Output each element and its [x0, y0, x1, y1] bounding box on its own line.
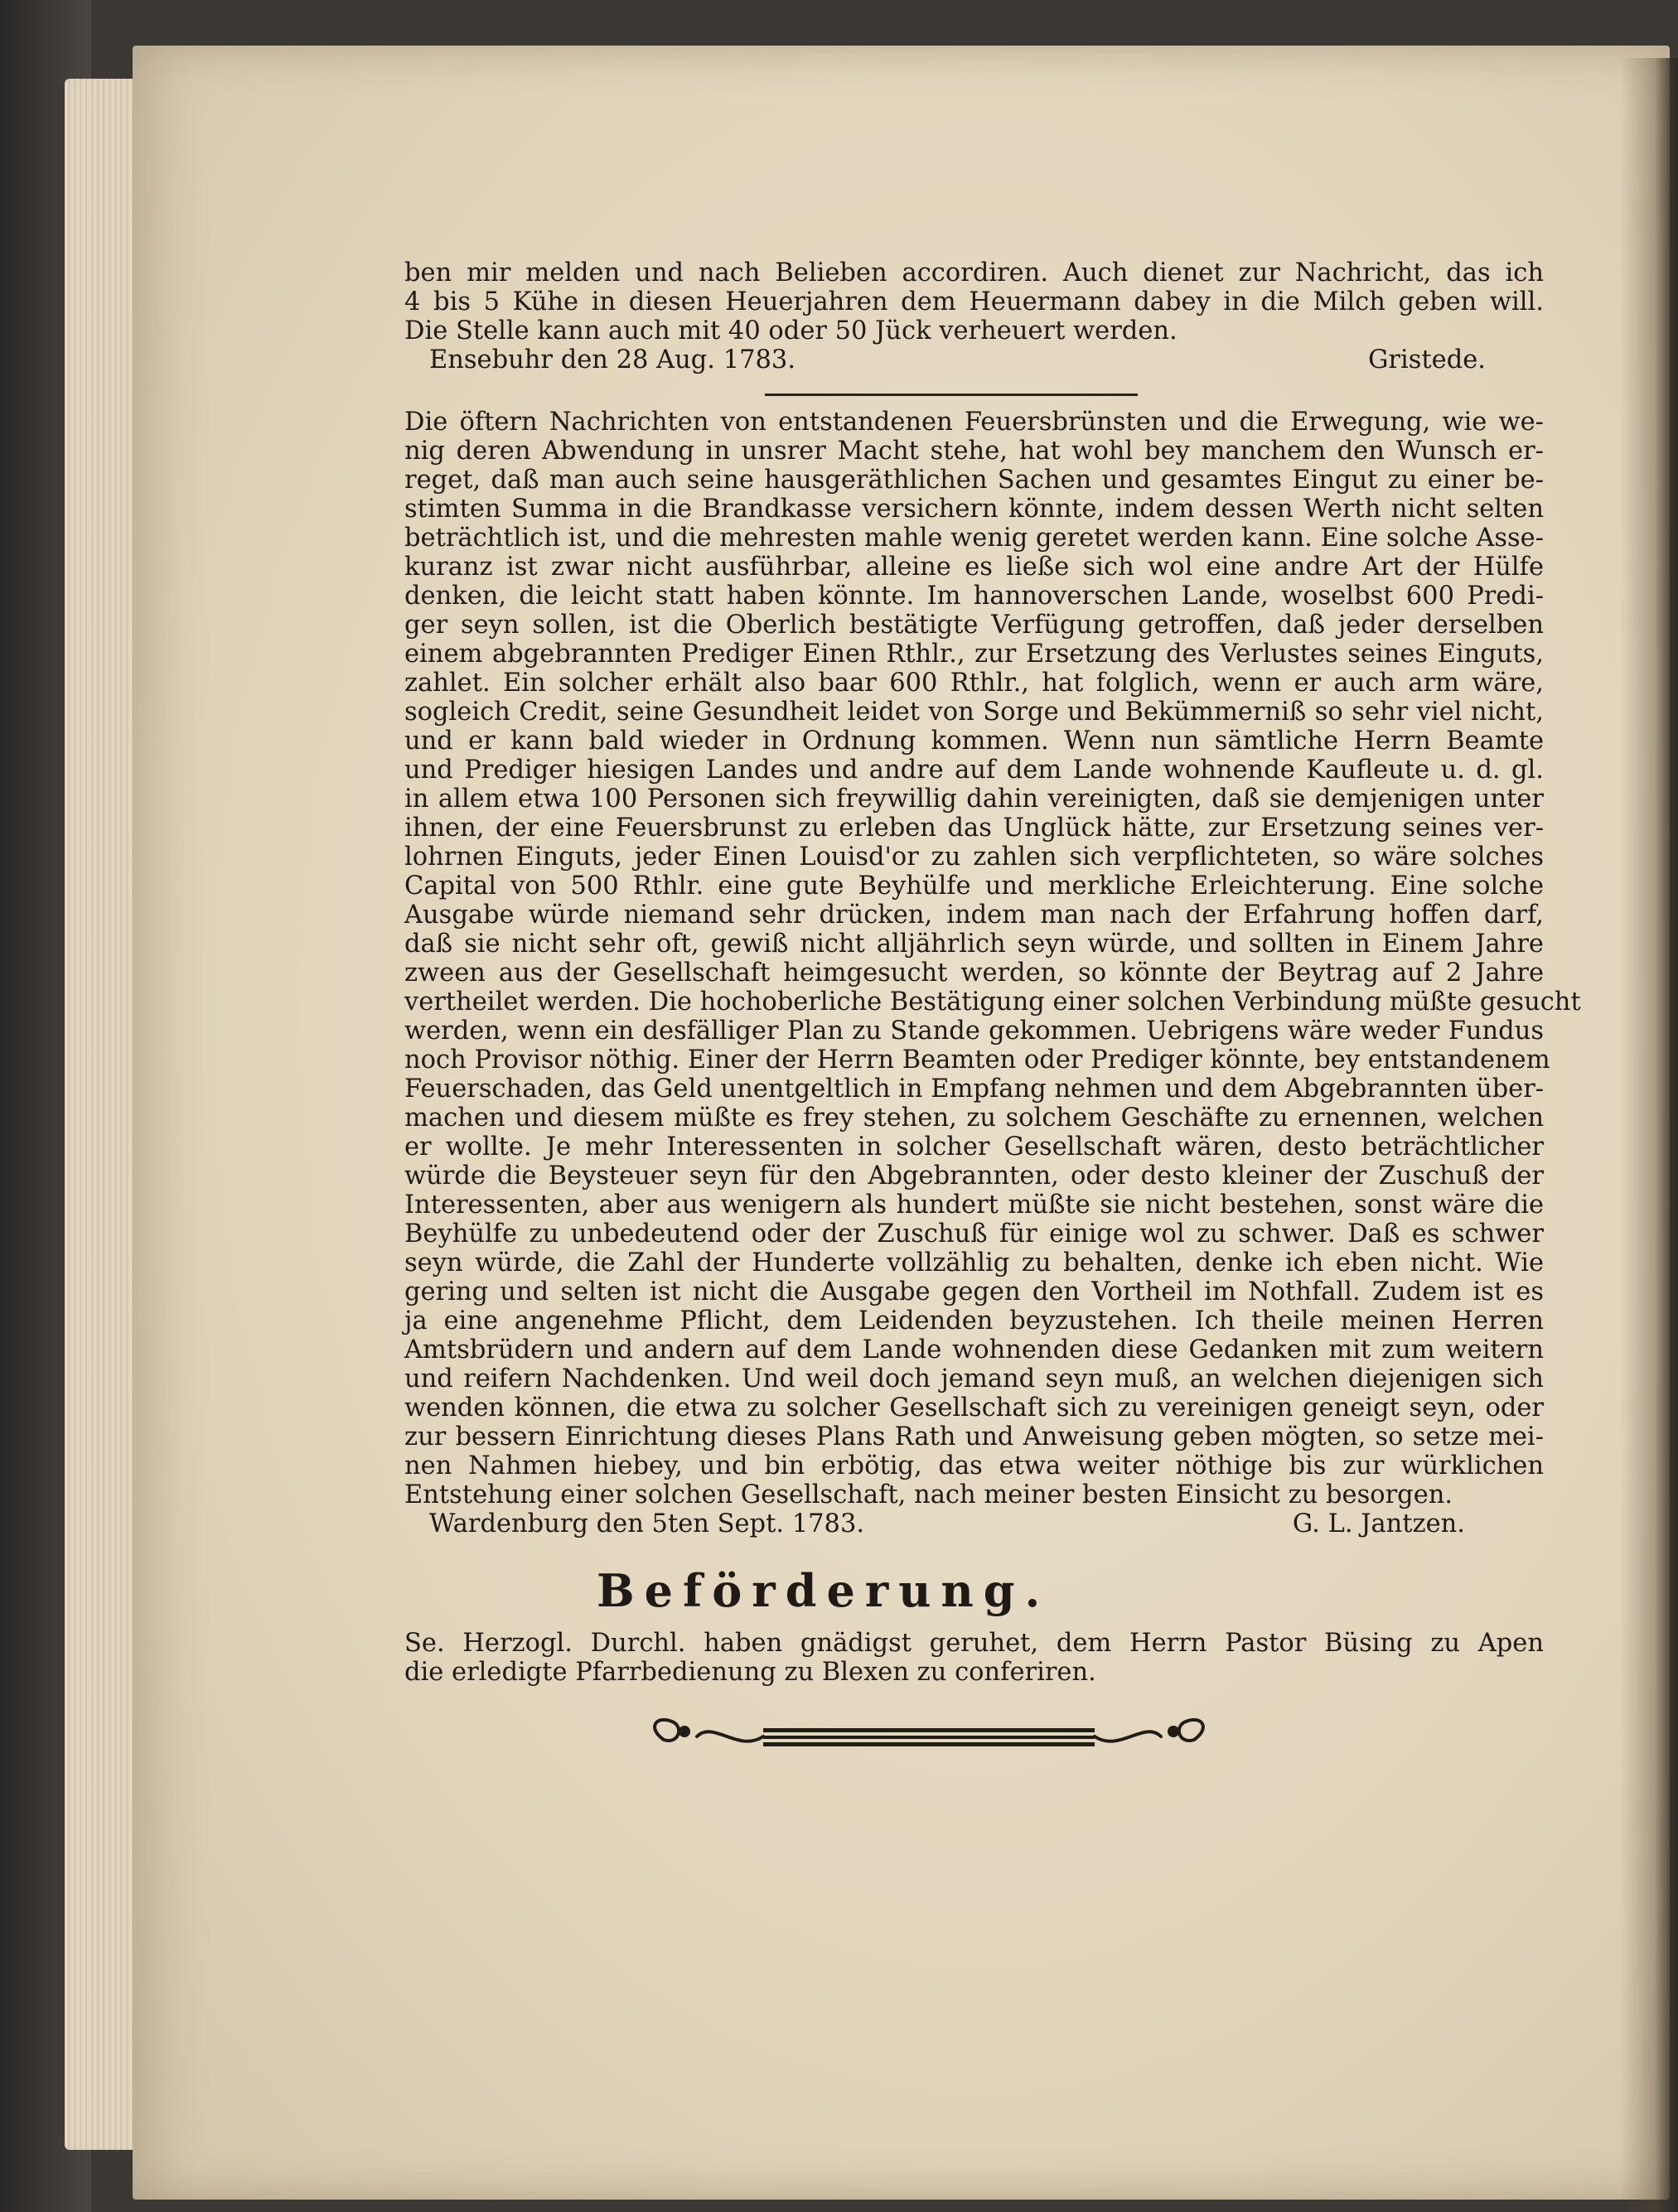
text-line: Feuerschaden, das Geld unentgeltlich in Empfang nehmen und dem Abgebrannten über- [404, 1075, 1545, 1104]
text-line: zween aus der Gesellschaft heimgesucht werden, so könnte der Beytrag auf 2 Jahre [404, 959, 1544, 988]
text-line: er wollte. Je mehr Interessenten in solcher Gesellschaft wären, desto beträchtlicher [404, 1133, 1544, 1162]
text-line: ger seyn sollen, ist die Oberlich bestätigte Verfügung getroffen, daß jeder derselben [404, 611, 1544, 640]
notice-paragraph [404, 1629, 1544, 1687]
text-line: vertheilet werden. Die hochoberliche Bestätigung einer solchen Verbindung müßte gesucht [404, 988, 1581, 1017]
text-line: nig deren Abwendung in unsrer Macht stehe, hat wohl bey manchem den Wunsch er- [404, 437, 1544, 466]
text-line: machen und diesem müßte es frey stehen, zu solchem Geschäfte zu ernennen, welchen [404, 1104, 1544, 1133]
text-line: lohrnen Einguts, jeder Einen Louisd'or zu zahlen sich verpflichteten, so wäre solches [404, 843, 1544, 872]
text-line: und Prediger hiesigen Landes und andre auf dem Lande wohnende Kaufleute u. d. gl. [404, 756, 1544, 785]
text-line: noch Provisor nöthig. Einer der Herrn Beamten oder Prediger könnte, bey entstandenem [404, 1046, 1550, 1075]
notice-brandkasse [404, 408, 1581, 1539]
text-line: würde die Beysteuer seyn für den Abgebrannten, oder desto kleiner der Zuschuß der [404, 1162, 1544, 1191]
text-line: reget, daß man auch seine hausgeräthlichen Sachen und gesamtes Eingut zu einer be- [404, 466, 1544, 495]
text-line: und er kann bald wieder in Ordnung kommen. Wenn nun sämtliche Herrn Beamte [404, 727, 1544, 756]
text-line: stimten Summa in die Brandkasse versichern könnte, indem dessen Werth nicht selten [404, 495, 1544, 524]
text-line: ihnen, der eine Feuersbrunst zu erleben das Unglück hätte, zur Ersetzung seines ver- [404, 814, 1544, 843]
place-date: Wardenburg den 5ten Sept. 1783. [429, 1509, 865, 1538]
text-line: einem abgebrannten Prediger Einen Rthlr., zur Ersetzung des Verlustes seines Einguts, [404, 640, 1544, 669]
text-line: die erledigte Pfarrbedienung zu Blexen zu conferiren. [404, 1658, 1096, 1687]
text-line: Capital von 500 Rthlr. eine gute Beyhülfe und merkliche Erleichterung. Eine solche [404, 872, 1544, 901]
text-line: Die öftern Nachrichten von entstandenen Feuersbrünsten und die Erwegung, wie we- [404, 408, 1544, 437]
text-line: kuranz ist zwar nicht ausführbar, alleine es ließe sich wol eine andre Art der Hülfe [404, 553, 1544, 582]
text-line: Se. Herzogl. Durchl. haben gnädigst geruhet, dem Herrn Pastor Büsing zu Apen [404, 1629, 1544, 1658]
text-line: zahlet. Ein solcher erhält also baar 600 Rthlr., hat folglich, wenn er auch arm wäre, [404, 669, 1544, 698]
text-line: Die Stelle kann auch mit 40 oder 50 Jück verheuert werden. [404, 316, 1178, 345]
notice-befoerderung [404, 1629, 1544, 1687]
text-line: und reifern Nachdenken. Und weil doch jemand seyn muß, an welchen diejenigen sich [404, 1364, 1544, 1393]
book-gutter-shadow [1620, 58, 1678, 2212]
signature-row [404, 345, 1544, 375]
signature: G. L. Jantzen. [1292, 1509, 1465, 1538]
text-line: Entstehung einer solchen Gesellschaft, nach meiner besten Einsicht zu besorgen. [404, 1480, 1453, 1509]
text-line: Amtsbrüdern und andern auf dem Lande wohnenden diese Gedanken mit zum weitern [404, 1335, 1544, 1364]
text-line: Beyhülfe zu unbedeutend oder der Zuschuß für einige wol zu schwer. Daß es schwer [404, 1219, 1544, 1248]
page-text-block [404, 258, 1581, 1765]
text-line: sogleich Credit, seine Gesundheit leidet von Sorge und Bekümmerniß so sehr viel nicht, [404, 698, 1544, 727]
text-line: zur bessern Einrichtung dieses Plans Rath und Anweisung geben mögten, so setze mei- [404, 1422, 1544, 1451]
text-line: ben mir melden und nach Belieben accordiren. Auch dienet zur Nachricht, das ich [404, 258, 1544, 287]
text-line: Interessenten, aber aus wenigern als hundert müßte sie nicht bestehen, sonst wäre die [404, 1191, 1544, 1219]
text-line: Ausgabe würde niemand sehr drücken, indem man nach der Erfahrung hoffen darf, [404, 901, 1544, 930]
signature-row [404, 1509, 1544, 1539]
text-line: 4 bis 5 Kühe in diesen Heuerjahren dem Heuermann dabey in die Milch geben will. [404, 287, 1544, 316]
text-line: denken, die leicht statt haben könnte. Im hannoverschen Lande, woselbst 600 Predi- [404, 582, 1544, 611]
notice-paragraph [404, 258, 1544, 345]
place-date: Ensebuhr den 28 Aug. 1783. [429, 345, 796, 374]
text-line: beträchtlich ist, und die mehresten mahle wenig geretet werden kann. Eine solche Asse- [404, 524, 1544, 553]
text-line: seyn würde, die Zahl der Hunderte vollzählig zu behalten, denke ich eben nicht. Wie [404, 1248, 1544, 1277]
signature: Gristede. [1368, 345, 1486, 374]
text-line: ja eine angenehme Pflicht, dem Leidenden beyzustehen. Ich theile meinen Herren [404, 1306, 1544, 1335]
section-divider-rule [765, 394, 1138, 396]
text-line: nen Nahmen hiebey, und bin erbötig, das etwa weiter nöthige bis zur würklichen [404, 1451, 1544, 1480]
tailpiece-ornament [639, 1712, 1219, 1761]
notice-paragraph [404, 408, 1581, 1509]
text-line: werden, wenn ein desfälliger Plan zu Stande gekommen. Uebrigens wäre weder Fundus [404, 1017, 1544, 1046]
text-line: in allem etwa 100 Personen sich freywillig dahin vereinigten, daß sie demjenigen unter [404, 785, 1544, 814]
section-heading: Beförderung. [597, 1564, 1051, 1617]
notice-heuer [404, 258, 1544, 375]
text-line: gering und selten ist nicht die Ausgabe gegen den Vortheil im Nothfall. Zudem ist es [404, 1277, 1544, 1306]
text-line: daß sie nicht sehr oft, gewiß nicht alljährlich seyn würde, und sollten in Einem Jahre [404, 930, 1544, 959]
text-line: wenden können, die etwa zu solcher Gesellschaft sich zu vereinigen geneigt seyn, oder [404, 1393, 1544, 1422]
